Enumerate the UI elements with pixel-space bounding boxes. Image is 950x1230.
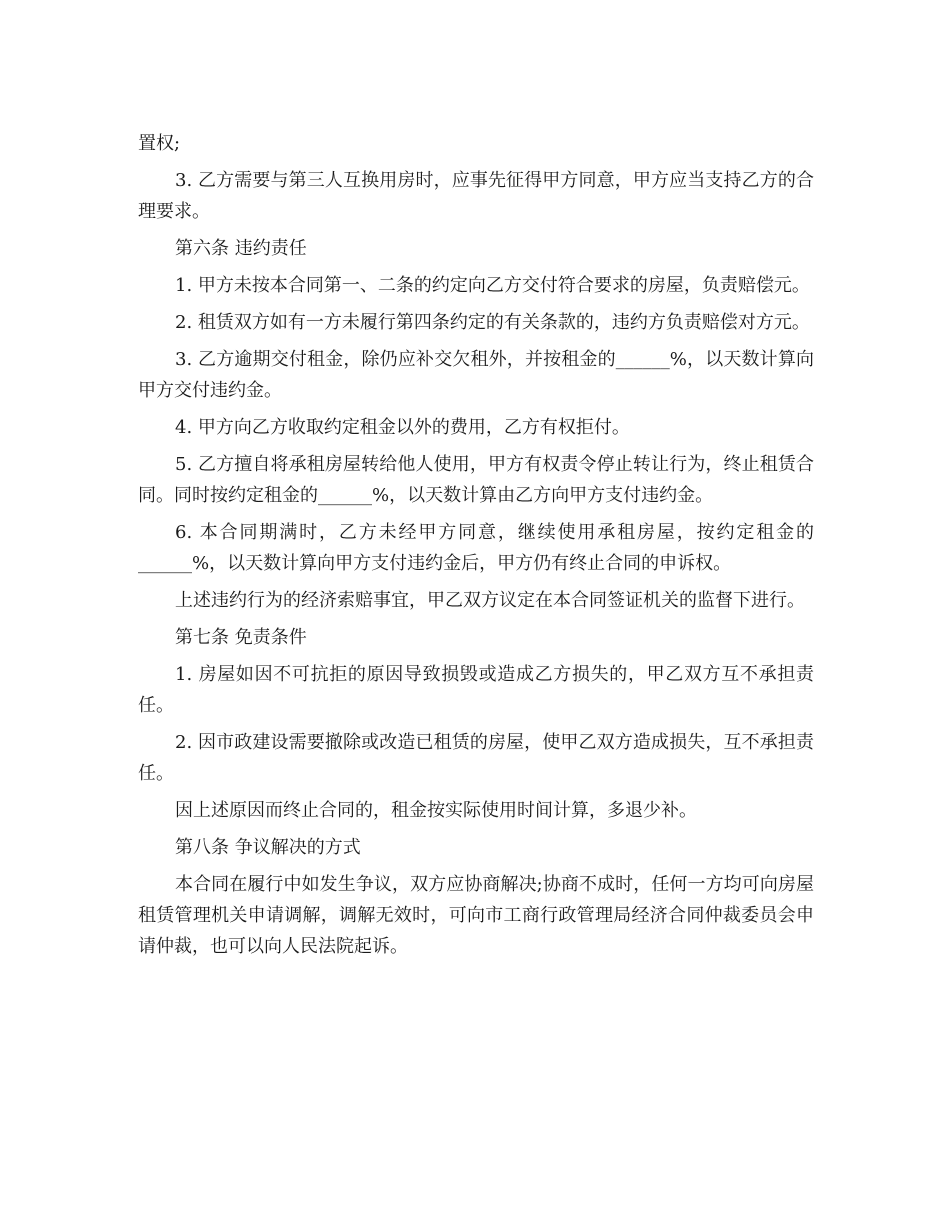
paragraph-clause-7-1: 1. 房屋如因不可抗拒的原因导致损毁或造成乙方损失的，甲乙双方互不承担责任。: [138, 664, 814, 716]
paragraph-clause-6-3: 3. 乙方逾期交付租金，除仍应补交欠租外，并按租金的______%，以天数计算向甲方交付违约金。: [138, 349, 814, 401]
paragraph-clause-5-3: 3. 乙方需要与第三人互换用房时，应事先征得甲方同意，甲方应当支持乙方的合理要求。: [138, 170, 814, 222]
paragraph-clause-6-1: 1. 甲方未按本合同第一、二条的约定向乙方交付符合要求的房屋，负责赔偿元。: [175, 275, 810, 296]
section-heading-article-8: 第八条 争议解决的方式: [175, 837, 361, 858]
section-heading-article-7: 第七条 免责条件: [175, 627, 307, 648]
paragraph-article-6-summary: 上述违约行为的经济索赔事宜，甲乙双方议定在本合同签证机关的监督下进行。: [175, 590, 805, 611]
paragraph-clause-6-4: 4. 甲方向乙方收取约定租金以外的费用，乙方有权拒付。: [175, 417, 630, 438]
paragraph-continuation: 置权;: [138, 133, 181, 154]
paragraph-clause-7-2: 2. 因市政建设需要撤除或改造已租赁的房屋，使甲乙双方造成损失，互不承担责任。: [138, 732, 814, 784]
paragraph-clause-6-2: 2. 租赁双方如有一方未履行第四条约定的有关条款的，违约方负责赔偿对方元。: [175, 312, 810, 333]
paragraph-article-7-summary: 因上述原因而终止合同的，租金按实际使用时间计算，多退少补。: [175, 800, 697, 821]
paragraph-clause-6-6: 6. 本合同期满时，乙方未经甲方同意，继续使用承租房屋，按约定租金的______%，以天数计算向甲方支付违约金后，甲方仍有终止合同的申诉权。: [138, 522, 814, 574]
section-heading-article-6: 第六条 违约责任: [175, 238, 307, 259]
contract-body: [138, 128, 814, 968]
paragraph-article-8-body: 本合同在履行中如发生争议，双方应协商解决;协商不成时，任何一方均可向房屋租赁管理机关申请调解，调解无效时，可向市工商行政管理局经济合同仲裁委员会申请仲裁，也可以向人民法院起诉。: [138, 874, 814, 957]
paragraph-clause-6-5: 5. 乙方擅自将承租房屋转给他人使用，甲方有权责令停止转让行为，终止租赁合同。同时按约定租金的______%，以天数计算由乙方向甲方支付违约金。: [138, 454, 814, 506]
